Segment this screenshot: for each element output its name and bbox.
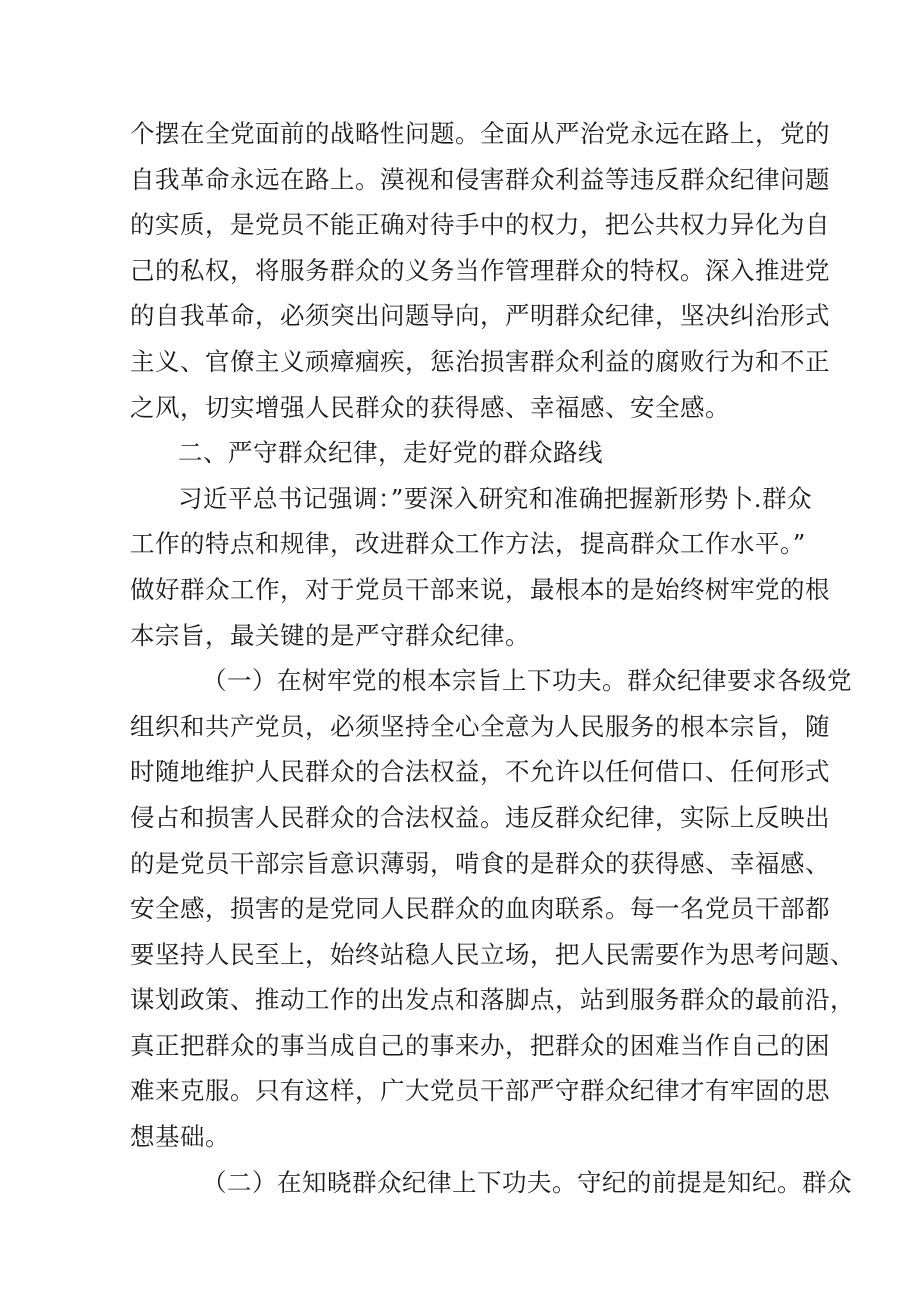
body-line: 个摆在全党面前的战略性问题。全面从严治党永远在路上，党的 xyxy=(130,119,830,148)
body-line: 己的私权，将服务群众的义务当作管理群众的特权。深入推进党 xyxy=(130,255,830,285)
body-line: 难来克服。只有这样，广大党员干部严守群众纪律才有牢固的思 xyxy=(130,1076,830,1106)
subsection-heading: （一）在树牢党的根本宗旨上下功夫。群众纪律要求各级党 xyxy=(202,666,852,696)
body-line: 侵占和损害人民群众的合法权益。违反群众纪律，实际上反映出 xyxy=(130,802,830,832)
subsection-heading: （二）在知晓群众纪律上下功夫。守纪的前提是知纪。群众 xyxy=(202,1167,852,1197)
body-line: 的自我革命，必须突出问题导向，严明群众纪律，坚决纠治形式 xyxy=(130,301,830,331)
body-line: 谋划政策、推动工作的出发点和落脚点，站到服务群众的最前沿， xyxy=(130,985,855,1015)
body-line: 想基础。 xyxy=(130,1122,230,1152)
body-line: 主义、官僚主义顽瘴痼疾，惩治损害群众利益的腐败行为和不正 xyxy=(130,346,830,376)
body-line: 要坚持人民至上，始终站稳人民立场，把人民需要作为思考问题、 xyxy=(130,939,855,969)
body-line: 的实质，是党员不能正确对待手中的权力，把公共权力异化为自 xyxy=(130,210,830,240)
body-line: 真正把群众的事当成自己的事来办，把群众的困难当作自己的困 xyxy=(130,1030,830,1060)
document-body xyxy=(130,111,855,1205)
body-line: 本宗旨，最关键的是严守群众纪律。 xyxy=(130,620,530,650)
body-line: 组织和共产党员，必须坚持全心全意为人民服务的根本宗旨，随 xyxy=(130,711,830,741)
paragraph-start: 习近平总书记强调：”要深入研究和准确把握新形势卜.群众 xyxy=(178,483,813,513)
body-line: 之风，切实增强人民群众的获得感、幸福感、安全感。 xyxy=(130,392,730,422)
body-line: 做好群众工作，对于党员干部来说，最根本的是始终树牢党的根 xyxy=(130,574,830,604)
body-line: 安全感，损害的是党同人民群众的血肉联系。每一名党员干部都 xyxy=(130,894,830,924)
body-line: 工作的特点和规律，改进群众工作方法，提高群众工作水平。” xyxy=(130,529,806,559)
section-heading: 二、严守群众纪律，走好党的群众路线 xyxy=(178,438,603,468)
body-line: 时随地维护人民群众的合法权益，不允许以任何借口、任何形式 xyxy=(130,757,830,787)
body-line: 的是党员干部宗旨意识薄弱，啃食的是群众的获得感、幸福感、 xyxy=(130,848,830,878)
body-line: 自我革命永远在路上。漠视和侵害群众利益等违反群众纪律问题 xyxy=(130,164,830,194)
